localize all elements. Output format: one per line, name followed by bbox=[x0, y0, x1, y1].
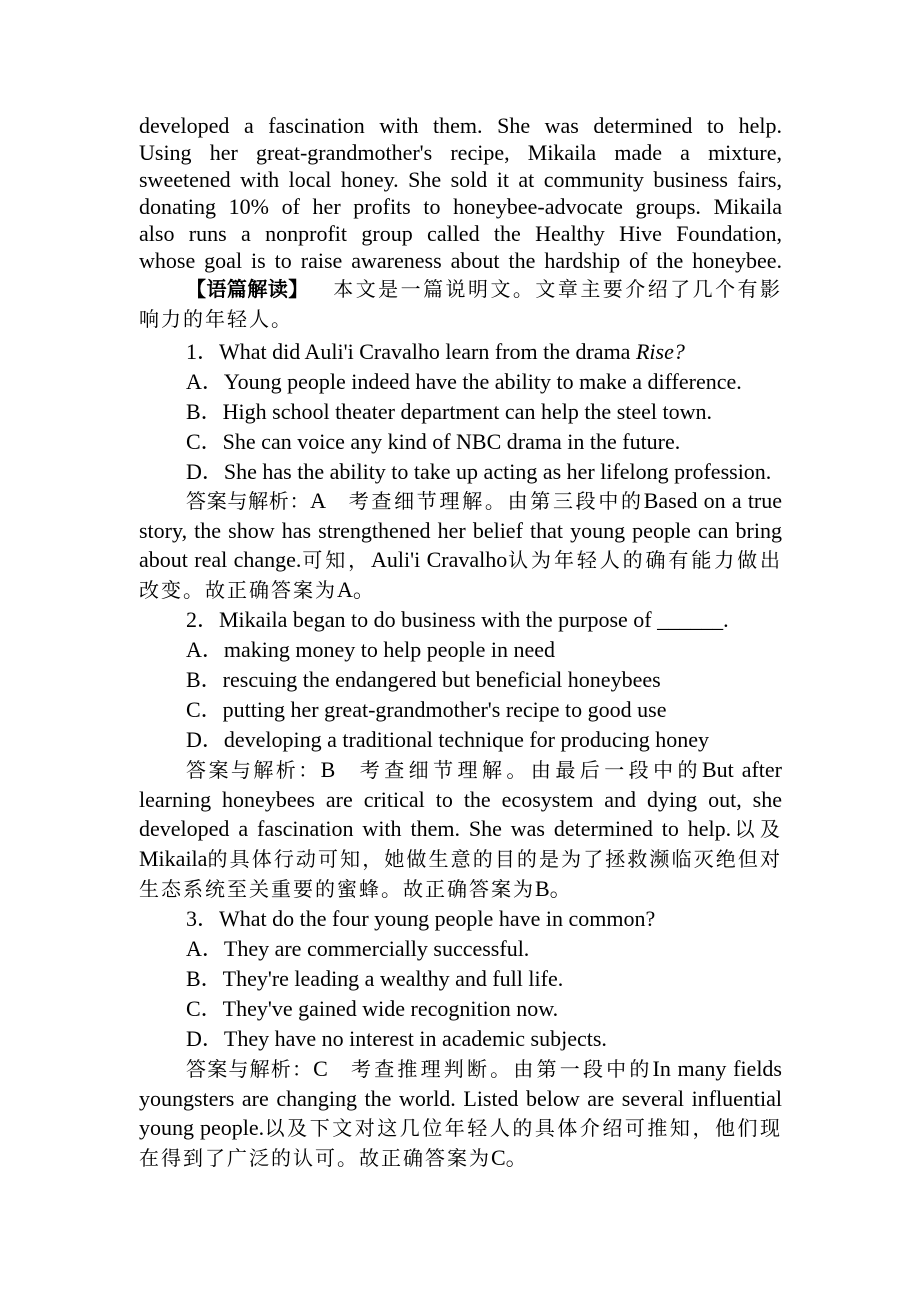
answer-explanation bbox=[139, 486, 782, 605]
option-b: B．They're leading a wealthy and full life. bbox=[186, 966, 564, 991]
intro-paragraph bbox=[139, 112, 782, 274]
option-b: B．rescuing the endangered but beneficial honeybees bbox=[186, 667, 661, 692]
question-stem: 3．What do the four young people have in common? bbox=[186, 906, 656, 931]
question-1 bbox=[139, 337, 782, 605]
question-2 bbox=[139, 605, 782, 904]
option-d: D．They have no interest in academic subjects. bbox=[186, 1026, 607, 1051]
answer-explanation bbox=[139, 1054, 782, 1173]
question-stem-italic: Rise? bbox=[635, 339, 685, 364]
option-b: B．High school theater department can help the steel town. bbox=[186, 399, 713, 424]
intro-line: Using her great-grandmother's recipe, Mikaila made a mixture, bbox=[139, 140, 782, 165]
explain-cn: 考查细节理解。由第三段中的 bbox=[348, 489, 644, 513]
explain-en: In many fields youngsters are changing the world. Listed below are several influential young people. bbox=[139, 1056, 782, 1140]
option-c: C．putting her great-grandmother's recipe to good use bbox=[186, 697, 667, 722]
explain-tail: 认为年轻人的确有能力做出改变。故正确答案为 bbox=[139, 548, 783, 602]
option-a: A．making money to help people in need bbox=[186, 637, 556, 662]
intro-line: whose goal is to raise awareness about the hardship of the honeybee. bbox=[139, 248, 782, 273]
answer-label: 答案与解析： bbox=[186, 489, 311, 513]
explain-tail: 以及下文对这几位年轻人的具体介绍可推知，他们现在得到了广泛的认可。故正确答案为 bbox=[139, 1116, 782, 1170]
summary-label: 【语篇解读】 bbox=[186, 277, 309, 301]
intro-line: sweetened with local honey. She sold it at community business fairs, bbox=[139, 167, 782, 192]
answer-letter: A bbox=[310, 488, 327, 513]
question-stem: 2．Mikaila began to do business with the purpose of ______. bbox=[186, 607, 729, 632]
explain-tail: 可知， bbox=[301, 548, 372, 572]
answer-label: 答案与解析： bbox=[186, 1057, 314, 1081]
explain-cn: 考查推理判断。由第一段中的 bbox=[349, 1057, 653, 1081]
document-page bbox=[139, 112, 782, 1173]
explain-tail: 的具体行动可知，她做生意的目的是为了拯救濒临灭绝但对生态系统至关重要的蜜蜂。故正确答案为 bbox=[139, 847, 782, 901]
option-d: D．She has the ability to take up acting as her lifelong profession. bbox=[186, 459, 772, 484]
summary-text: 本文是一篇说明文。文章主要介绍了几个有影响力的年轻人。 bbox=[139, 277, 783, 331]
explain-tail: 以及 bbox=[731, 817, 782, 841]
explain-final: B。 bbox=[535, 876, 572, 901]
intro-line: developed a fascination with them. She was determined to help. bbox=[139, 113, 782, 138]
intro-line: also runs a nonprofit group called the Healthy Hive Foundation, bbox=[139, 221, 782, 246]
answer-explanation bbox=[139, 755, 782, 904]
intro-line: donating 10% of her profits to honeybee-advocate groups. Mikaila bbox=[139, 194, 782, 219]
option-a: A．They are commercially successful. bbox=[186, 936, 530, 961]
explain-name: Mikaila bbox=[139, 846, 208, 871]
option-c: C．She can voice any kind of NBC drama in the future. bbox=[186, 429, 681, 454]
option-d: D．developing a traditional technique for producing honey bbox=[186, 727, 709, 752]
explain-name: Auli'i Cravalho bbox=[371, 547, 508, 572]
question-stem bbox=[139, 337, 782, 367]
question-3 bbox=[139, 904, 782, 1173]
answer-letter: C bbox=[313, 1056, 328, 1081]
answer-label: 答案与解析： bbox=[186, 758, 321, 782]
explain-en: Based on a true story, the show has strengthened her belief that young people can bring about real change. bbox=[139, 488, 783, 572]
option-a: A．Young people indeed have the ability to make a difference. bbox=[186, 369, 742, 394]
option-c: C．They've gained wide recognition now. bbox=[186, 996, 559, 1021]
answer-letter: B bbox=[320, 757, 336, 782]
summary-paragraph bbox=[139, 274, 782, 334]
explain-final: C。 bbox=[491, 1145, 528, 1170]
explain-en: But after learning honeybees are critical to the ecosystem and dying out, she developed a fascination with them. She was determined to help. bbox=[139, 757, 783, 841]
explain-final: A。 bbox=[337, 577, 375, 602]
question-stem-text: 1．What did Auli'i Cravalho learn from the drama bbox=[186, 339, 636, 364]
explain-cn: 考查细节理解。由最后一段中的 bbox=[357, 758, 702, 782]
